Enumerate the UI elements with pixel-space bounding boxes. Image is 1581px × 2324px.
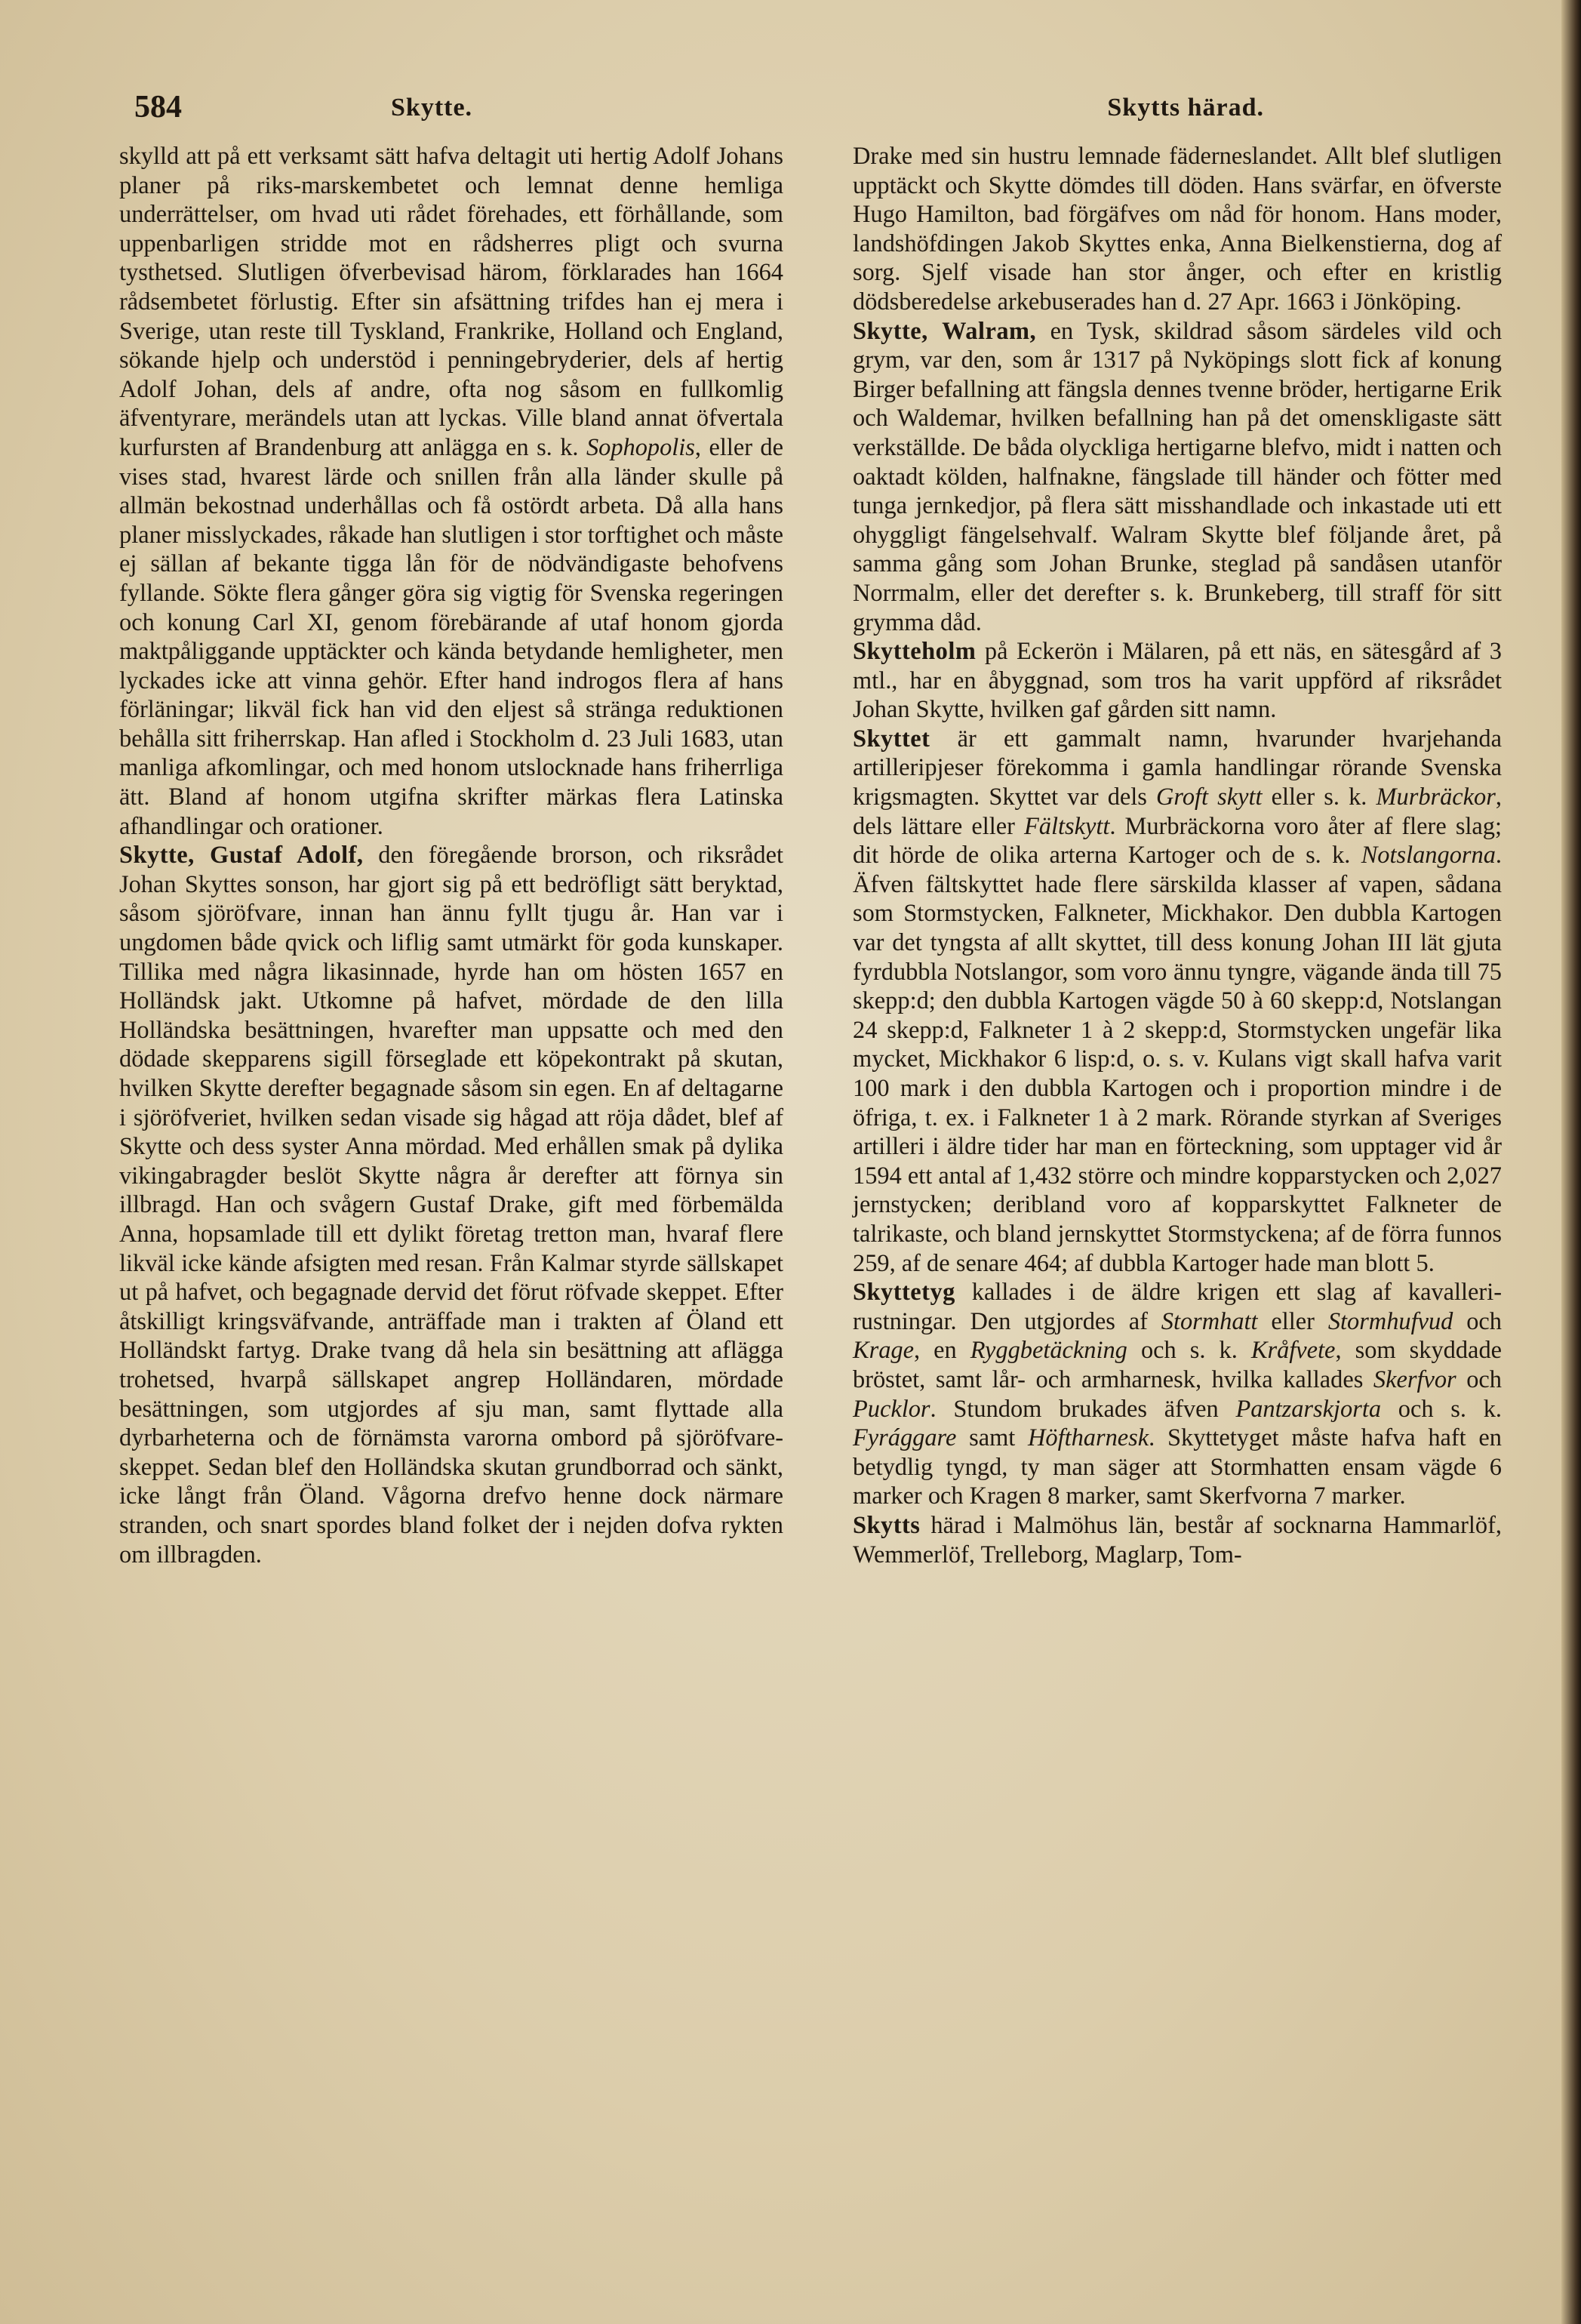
right-running-title: Skytts härad. — [1107, 94, 1264, 122]
entry-skytteholm — [853, 637, 1502, 725]
entry-text: en Tysk, skildrad såsom särdeles vild och grym, var den, som år 1317 på Nyköpings slott fick af konung Birger befallning att fängsla dennes tvenne bröder, hertigarne Erik och Waldemar, hvilken befallning han på det omenskligaste sätt verkställde. De båda olyckliga hertigarne blefvo, midt i natten och oaktadt kölden, halfnakne, fängslade till händer och fötter med tunga jernkedjor, på flera sätt misshandlade och inkastade uti ett ohyggligt fängelsehvalf. Walram Skytte blef följande året, på samma gång som Johan Brunke, steglad på sandåsen utanför Norrmalm, eller det derefter s. k. Brunkeberg, till straff för sitt grymma dåd. — [853, 317, 1503, 636]
entry-headword: Skytte, Gustaf Adolf, — [119, 842, 364, 870]
entry-headword: Skytts — [853, 1511, 921, 1539]
book-spine — [1561, 0, 1581, 2324]
left-running-title: Skytte. — [391, 94, 473, 122]
entry-skytte-walram — [853, 317, 1502, 638]
entry-skytte-gustaf-adolf — [119, 841, 783, 1569]
left-column — [119, 142, 783, 1569]
entry-headword: Skytteholm — [853, 638, 977, 666]
page-number: 584 — [134, 90, 182, 125]
entry-headword: Skyttetyg — [853, 1279, 955, 1307]
entry-skyttet — [853, 725, 1502, 1278]
entry-headword: Skytte, Walram, — [853, 317, 1037, 345]
entry-headword: Skyttet — [853, 725, 930, 753]
entry-continuation-right — [853, 142, 1502, 317]
entry-continuation: skylld att på ett verksamt sätt hafva deltagit uti hertig Adolf Johans planer på riks-marskembetet och lemnat denne hemliga underrättelser, om hvad uti rådet förehades, ett förhållande, som uppenbarligen stridde mot en rådsherres pligt och svurna tysthetsed. Slutligen öfverbevisad härom, förklarades han 1664 rådsembetet förlustig. Efter sin afsättning trifdes han ej mera i Sverige, utan reste till Tyskland, Frankrike, Holland och England, sökande hjelp och understöd i penningebryderier, dels af hertig Adolf Johan, dels af andre, ofta nog såsom en fullkomlig äfventyrare, merändels utan att lyckas. Ville bland annat öfvertala kurfursten af Brandenburg att anlägga en s. k. Sophopolis, eller de vises stad, hvarest lärde och snillen från alla länder skulle på allmän bekostnad underhållas och få ostördt arbeta. Då alla hans planer misslyckades, råkade han slutligen i stor torftighet och måste ej sällan af bekante tigga lån för de nödvändigaste behofvens fyllande. Sökte flera gånger göra sig vigtig för Svenska regeringen och konung Carl XI, genom förebärande af utaf honom gjorda maktpåliggande upptäckter och kända betydande hemligheter, men lyckades icke att vinna gehör. Efter hand indrogos flera af hans förläningar; likväl fick han vid den eljest så stränga reduktionen behålla sitt friherrskap. Han afled i Stockholm d. 23 Juli 1683, utan manliga afkomlingar, och med honom utslocknade hans friherrliga ätt. Bland af honom utgifna skrifter märkas flera Latinska afhandlingar och orationer. — [119, 143, 783, 840]
entry-text: på Eckerön i Mälaren, på ett näs, en sätesgård af 3 mtl., har en åbyggnad, som tros ha varit uppförd af riksrådet Johan Skytte, hvilken gaf gården sitt namn. — [853, 638, 1502, 724]
entry-text: är ett gammalt namn, hvarunder hvarjehanda artilleripjeser förekomma i gamla handlingar rörande Svenska krigsmagten. Skyttet var dels Groft skytt eller s. k. Murbräckor, dels lättare eller Fältskytt. Murbräckorna voro åter af flere slag; dit hörde de olika arterna Kartoger och de s. k. Notslangorna. Äfven fältskyttet hade flere särskilda klasser af vapen, sådana som Stormstycken, Falkneter, Mickhakor. Den dubbla Kartogen var det tyngsta af allt skyttet, till dess konung Johan III lät gjuta fyrdubbla Notslangor, som voro ännu tyngre, vägande ända till 75 skepp:d; den dubbla Kartogen vägde 50 à 60 skepp:d, Notslangan 24 skepp:d, Falkneter 1 à 2 skepp:d, Stormstycken ungefär lika mycket, Mickhakor 6 lisp:d, o. s. v. Kulans vigt skall hafva varit 100 mark i den dubbla Kartogen och i proportion mindre i de öfriga, t. ex. i Falkneter 1 à 2 mark. Rörande styrkan af Sveriges artilleri i äldre tider har man en förteckning, som upptager vid år 1594 ett antal af 1,432 större och mindre kopparstycken och 2,027 jernstycken; deribland voro af kopparskyttet Falkneter de talrikaste, och bland jernskyttet Stormstyckena; af de förra funnos 259, af de senare 464; af dubbla Kartoger hade man blott 5. — [853, 725, 1503, 1277]
entry-text: härad i Malmöhus län, består af socknarna Hammarlöf, Wemmerlöf, Trelleborg, Maglarp, Tom- — [853, 1511, 1502, 1568]
right-column — [853, 142, 1502, 1569]
entry-text: Drake med sin hustru lemnade fäderneslandet. Allt blef slutligen upptäckt och Skytte dömdes till döden. Hans svärfar, en öfverste Hugo Hamilton, bad förgäfves om nåd för honom. Hans moder, landshöfdingen Jakob Skyttes enka, Anna Bielkenstierna, dog af sorg. Sjelf visade han stor ånger, och efter en kristlig dödsberedelse arkebuserades han d. 27 Apr. 1663 i Jönköping. — [853, 143, 1502, 316]
entry-text: den föregående brorson, och riksrådet Johan Skyttes sonson, har gjort sig på ett bedröfligt sätt beryktad, såsom sjöröfvare, innan han ännu fyllt tjugu år. Han var i ungdomen både qvick och liflig samt utmärkt för goda kunskaper. Tillika med några likasinnade, hyrde han om hösten 1657 en Holländsk jakt. Utkomne på hafvet, mördade de den lilla Holländska besättningen, hvarefter man uppsatte och med den dödade skepparens sigill förseglade ett köpekontrakt på skutan, hvilken Skytte derefter begagnade såsom sin egen. En af deltagarne i sjöröfveriet, hvilken sedan visade sig hågad att röja dådet, blef af Skytte och dess syster Anna mördad. Med erhållen smak på dylika vikingabragder beslöt Skytte några år derefter att förnya sin illbragd. Han och svågern Gustaf Drake, gift med förbemälda Anna, hopsamlade till ett dylikt företag tretton man, hvaraf flere likväl icke kände afsigten med resan. Från Kalmar styrde sällskapet ut på hafvet, och begagnade dervid det förut röfvade skeppet. Efter åtskilligt kringsväfvande, anträffade man i trakten af Öland ett Holländskt fartyg. Drake tvang då hela sin besättning att aflägga trohetsed, hvarpå sällskapet angrep Holländaren, mördade besättningen, som utgjordes af sju man, samt flyttade alla dyrbarheterna och de förnämsta varorna ombord på sjöröfvare-skeppet. Sedan blef den Holländska skutan grundborrad och sänkt, icke långt från Öland. Vågorna drefvo henne dock närmare stranden, och snart spordes bland folket der i nejden dofva rykten om illbragden. — [119, 842, 783, 1568]
running-header — [134, 89, 1490, 134]
entry-skytts-harad — [853, 1511, 1502, 1569]
entry-skyttetyg — [853, 1278, 1502, 1511]
entry-text: kallades i de äldre krigen ett slag af kavalleri-rustningar. Den utgjordes af Stormhatt eller Stormhufvud och Krage, en Ryggbetäckning och s. k. Kråfvete, som skyddade bröstet, samt lår- och armharnesk, hvilka kallades Skerfvor och Pucklor. Stundom brukades äfven Pantzarskjorta och s. k. Fyrággare samt Höftharnesk. Skyttetyget måste hafva haft en betydlig tyngd, ty man säger att Stormhatten ensam vägde 6 marker och Kragen 8 marker, samt Skerfvorna 7 marker. — [853, 1279, 1503, 1510]
